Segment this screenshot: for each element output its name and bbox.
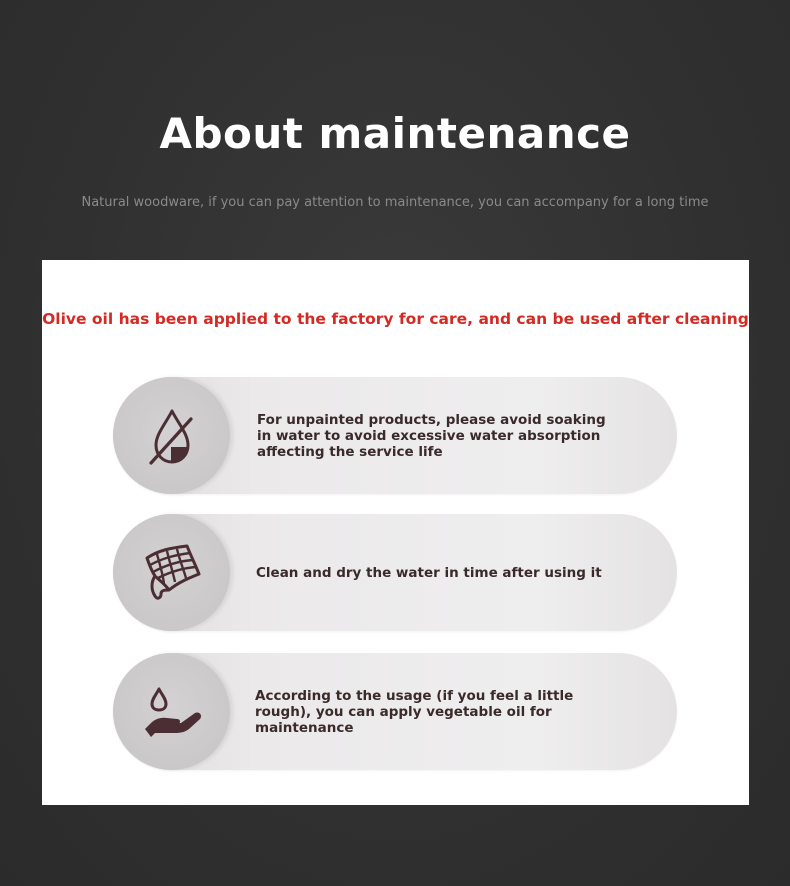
tip-text: Clean and dry the water in time after using it	[256, 564, 602, 581]
oil-drop-hand-icon	[113, 653, 230, 770]
maintenance-card	[42, 260, 749, 805]
card-heading: Olive oil has been applied to the factory for care, and can be used after cleaning	[42, 310, 749, 328]
tip-text: For unpainted products, please avoid soaking in water to avoid excessive water absorption affecting the service life	[257, 411, 606, 460]
no-water-drop-icon	[113, 377, 230, 494]
tip-item-apply-oil	[113, 653, 677, 770]
tip-item-dry-after-use	[113, 514, 677, 631]
cloth-icon	[113, 514, 230, 631]
page-subtitle: Natural woodware, if you can pay attention to maintenance, you can accompany for a long time	[81, 195, 709, 210]
tip-text: According to the usage (if you feel a little rough), you can apply vegetable oil for maintenance	[255, 687, 574, 736]
tip-item-no-soaking	[113, 377, 677, 494]
page-title: About maintenance	[159, 109, 631, 158]
